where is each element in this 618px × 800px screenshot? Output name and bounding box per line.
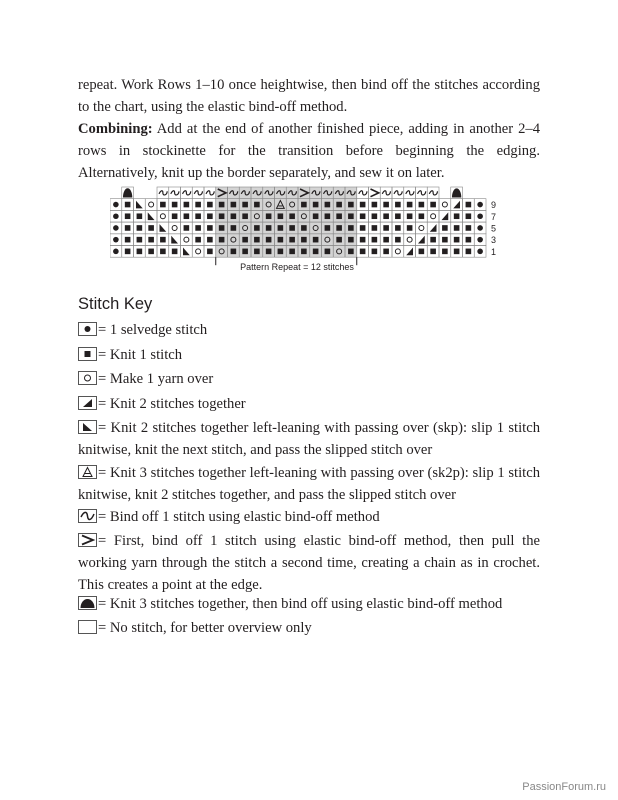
stitch-key-item-k3tog-bind-off (78, 593, 540, 615)
chart-cell-symbol (289, 237, 295, 243)
stitch-key-item-no-stitch (78, 617, 540, 639)
chart-cell-symbol (419, 225, 424, 230)
chart-cell-symbol (407, 225, 413, 231)
chart-cell-symbol (466, 249, 472, 255)
chart-cell-symbol (406, 191, 414, 195)
chart-cell-symbol (242, 237, 248, 243)
combining-label: Combining: (78, 121, 153, 137)
chart-cell-symbol (183, 248, 190, 256)
chart-cell-symbol (395, 213, 401, 219)
chart-cell-symbol (195, 202, 201, 208)
chart-cell-symbol (466, 225, 472, 231)
chart-cell-symbol (184, 213, 190, 219)
watermark: PassionForum.ru (522, 781, 606, 793)
chart-cell (169, 234, 181, 246)
chart-cell-symbol (113, 237, 119, 243)
stitch-key-item-skp (78, 417, 540, 461)
intro-paragraph: repeat. Work Rows 1–10 once heightwise, then bind off the stitches according to the chart, using the elastic bind-off method. (78, 77, 540, 115)
stitch-key-item-sk2p (78, 462, 540, 506)
chart-cell-symbol (207, 249, 213, 255)
chart-cell-symbol (172, 213, 178, 219)
chart-cell-symbol (137, 249, 143, 255)
chart-cell-symbol (313, 237, 319, 243)
chart-row-number: 5 (491, 223, 497, 234)
chart-cell-symbol (113, 202, 119, 208)
chart-cell-symbol (442, 249, 448, 255)
chart-cell-symbol (207, 213, 213, 219)
chart-cell-symbol (325, 202, 331, 208)
chart-cell-symbol (160, 249, 166, 255)
stitch-key-item-k2tog (78, 393, 540, 415)
chart-cell-symbol (313, 213, 319, 219)
chart-cell-symbol (207, 202, 213, 208)
stitch-key-text: = Knit 3 stitches together left-leaning with passing over (sk2p): slip 1 stitch knitwise, knit 2 stitches together, and pass the slipped stitch over (78, 465, 540, 503)
chart-cell-symbol (301, 237, 307, 243)
chart-row-number: 7 (491, 211, 497, 222)
chart-cell-symbol (149, 202, 154, 207)
combining-paragraph (78, 118, 540, 184)
chart-cell-symbol (231, 213, 237, 219)
chart-cell-symbol (137, 237, 143, 243)
chart-cell-symbol (219, 213, 225, 219)
chart-cell-symbol (407, 213, 413, 219)
chart-cell-symbol (348, 237, 354, 243)
chart-cell-symbol (125, 202, 131, 208)
chart-cell-symbol (348, 225, 354, 231)
chart-cell-symbol (313, 202, 319, 208)
stitch-key-text: = Make 1 yarn over (98, 371, 214, 387)
pattern-repeat-label: Pattern Repeat = 12 stitches (240, 262, 354, 272)
chart-cell-symbol (148, 237, 154, 243)
chart-cell-symbol (360, 225, 366, 231)
chart-cell-symbol (372, 213, 378, 219)
chart-cell-symbol (395, 237, 401, 243)
stitch-key-text: = No stitch, for better overview only (98, 620, 312, 636)
chart-cell-symbol (219, 225, 225, 231)
chart-cell-symbol (477, 213, 483, 219)
stitch-key-text: = First, bind off 1 stitch using elastic bind-off method, then pull the working yarn through the stitch a second time, creating a chain as in crochet. This creates a point at the edge. (78, 533, 540, 593)
chart-cell-symbol (289, 213, 295, 219)
bind-off-icon (78, 509, 97, 523)
chart-cell-symbol (266, 213, 272, 219)
chart-cell-symbol (395, 249, 400, 254)
chart-cell-symbol (113, 225, 119, 231)
chart-cell-symbol (372, 202, 378, 208)
chart-cell-symbol (360, 249, 366, 255)
chart-cell-symbol (195, 213, 201, 219)
chart-cell-symbol (254, 202, 260, 208)
chart-cell (181, 234, 193, 246)
chart-cell-symbol (172, 249, 178, 255)
stitch-key-text: = Knit 2 stitches together (98, 396, 246, 412)
chart-cell-symbol (171, 191, 179, 195)
chart-cell-symbol (372, 225, 378, 231)
chart-cell-symbol (477, 225, 483, 231)
chart-cell-symbol (419, 202, 425, 208)
chart-cell-symbol (452, 188, 461, 197)
chart-cell-symbol (242, 249, 248, 255)
chart-grid (110, 187, 486, 257)
stitch-key-title: Stitch Key (78, 295, 153, 313)
chart-cell-symbol (172, 225, 177, 230)
chart-cell-symbol (419, 213, 425, 219)
chart-cell-symbol (160, 214, 165, 219)
chart-cell-symbol (301, 202, 307, 208)
chart-cell-symbol (360, 213, 366, 219)
chart-cell-symbol (195, 237, 201, 243)
chart-cell-symbol (278, 237, 284, 243)
chart-cell-symbol (336, 213, 342, 219)
chart-cell-symbol (219, 237, 225, 243)
chart-cell (451, 199, 463, 211)
chart-cell-symbol (266, 225, 272, 231)
chart-cell-symbol (325, 213, 331, 219)
chart-cell-symbol (313, 249, 319, 255)
chart-cell-symbol (477, 237, 483, 243)
chart-cell-symbol (442, 202, 447, 207)
chart-cell-symbol (148, 225, 154, 231)
chart-cell (392, 246, 404, 258)
chart-cell-symbol (278, 249, 284, 255)
chart-cell-symbol (477, 249, 483, 255)
chart-cell-symbol (395, 202, 401, 208)
chart-cell-symbol (254, 225, 260, 231)
chart-cell-symbol (394, 191, 402, 195)
chart-cell (192, 246, 204, 258)
chart-cell-symbol (336, 202, 342, 208)
chart-cell-symbol (430, 224, 437, 232)
chart-cell-symbol (125, 249, 131, 255)
chart-cell-symbol (418, 236, 425, 244)
k2tog-icon (78, 396, 97, 410)
chart-cell-symbol (383, 249, 389, 255)
chart-cell-symbol (371, 189, 379, 197)
chart-cell-symbol (123, 188, 132, 197)
sk2p-icon (78, 465, 97, 479)
chart-cell (416, 234, 428, 246)
chart-cell-symbol (231, 202, 237, 208)
chart-row-numbers (491, 200, 496, 257)
chart-cell-symbol (348, 213, 354, 219)
chart-cell-symbol (196, 249, 201, 254)
chart-cell-symbol (289, 249, 295, 255)
chart-cell-symbol (195, 225, 201, 231)
stitch-key-item-bind-off (78, 506, 540, 528)
chart-cell (145, 199, 157, 211)
chart-cell-symbol (219, 202, 225, 208)
chart-cell-symbol (466, 202, 472, 208)
chart-cell-symbol (231, 225, 237, 231)
chart-cell-symbol (407, 237, 412, 242)
chart-cell (416, 222, 428, 234)
knitting-chart (110, 183, 510, 275)
chart-cell-symbol (184, 202, 190, 208)
stitch-key-text: = Bind off 1 stitch using elastic bind-off method (98, 509, 380, 525)
chart-cell-symbol (477, 202, 483, 208)
stitch-key-text: = Knit 1 stitch (98, 347, 183, 363)
stitch-key-item-point (78, 530, 540, 596)
chart-cell-symbol (325, 249, 331, 255)
chart-cell-symbol (442, 212, 449, 220)
chart-cell-symbol (184, 237, 189, 242)
chart-cell-symbol (430, 202, 436, 208)
chart-cell-symbol (406, 248, 413, 256)
chart-cell (439, 199, 451, 211)
chart-cell (427, 210, 439, 222)
knit-icon (78, 347, 97, 361)
chart-cell-symbol (184, 225, 190, 231)
chart-cell-symbol (137, 213, 143, 219)
chart-cell-symbol (125, 213, 131, 219)
stitch-key-item-selvedge (78, 319, 540, 341)
chart-cell-symbol (278, 225, 284, 231)
chart-cell-symbol (159, 191, 167, 195)
k3tog-bind-off-icon (78, 596, 97, 610)
chart-cell-symbol (113, 249, 119, 255)
chart-cell-symbol (418, 191, 426, 195)
chart-cell-symbol (160, 202, 166, 208)
chart-cell-symbol (325, 225, 331, 231)
chart-cell-symbol (359, 191, 367, 195)
stitch-key-text: = 1 selvedge stitch (98, 322, 208, 338)
chart-cell-symbol (429, 191, 437, 195)
chart-cell-symbol (407, 202, 413, 208)
chart-cell-symbol (136, 201, 143, 209)
chart-cell-symbol (348, 202, 354, 208)
chart-cell-symbol (453, 201, 460, 209)
chart-cell-symbol (360, 237, 366, 243)
point-icon (78, 533, 97, 547)
chart-cell-symbol (372, 249, 378, 255)
stitch-key-item-knit (78, 344, 540, 366)
chart-cell-symbol (231, 249, 237, 255)
chart-cell (134, 199, 146, 211)
chart-row-number: 9 (491, 200, 497, 211)
chart-cell-symbol (242, 213, 248, 219)
selvedge-icon (78, 322, 97, 336)
yarn-over-icon (78, 371, 97, 385)
skp-icon (78, 420, 97, 434)
chart-cell-symbol (372, 237, 378, 243)
chart-cell-symbol (454, 225, 460, 231)
chart-cell-symbol (454, 237, 460, 243)
chart-cell-symbol (160, 237, 166, 243)
chart-cell-symbol (442, 237, 448, 243)
chart-cell (157, 210, 169, 222)
chart-cell-symbol (419, 249, 425, 255)
chart-cell-symbol (266, 237, 272, 243)
chart-cell-symbol (336, 225, 342, 231)
chart-cell-symbol (430, 249, 436, 255)
chart-cell-symbol (254, 249, 260, 255)
chart-cell-symbol (383, 237, 389, 243)
chart-cell-symbol (348, 249, 354, 255)
chart-cell-symbol (466, 213, 472, 219)
stitch-key-text: = Knit 2 stitches together left-leaning with passing over (skp): slip 1 stitch knitwise, knit the next stitch, and pass the slipped stitch over (78, 420, 540, 458)
chart-cell-symbol (125, 225, 131, 231)
chart-cell-symbol (137, 225, 143, 231)
chart-cell-symbol (301, 225, 307, 231)
chart-cell-symbol (383, 225, 389, 231)
chart-cell-symbol (278, 213, 284, 219)
chart-cell-symbol (207, 237, 213, 243)
chart-cell-symbol (194, 191, 202, 195)
chart-cell-symbol (382, 191, 390, 195)
chart-cell-symbol (301, 249, 307, 255)
chart-cell-symbol (431, 214, 436, 219)
chart-cell-symbol (113, 213, 119, 219)
chart-cell-symbol (336, 237, 342, 243)
stitch-key-item-yarn-over (78, 368, 540, 390)
chart-cell-symbol (395, 225, 401, 231)
chart-row-number: 1 (491, 246, 497, 257)
chart-cell-symbol (466, 237, 472, 243)
chart-cell-symbol (183, 191, 191, 195)
chart-cell-symbol (383, 202, 389, 208)
chart-cell-symbol (206, 191, 214, 195)
chart-row-number: 3 (491, 235, 497, 246)
no-stitch-icon (78, 620, 97, 634)
chart-cell-symbol (430, 237, 436, 243)
stitch-key-text: = Knit 3 stitches together, then bind off using elastic bind-off method (98, 596, 503, 612)
chart-cell-symbol (454, 249, 460, 255)
chart-cell-symbol (207, 225, 213, 231)
chart-cell-symbol (148, 249, 154, 255)
chart-cell (404, 234, 416, 246)
chart-cell-symbol (454, 213, 460, 219)
chart-cell-symbol (160, 224, 167, 232)
chart-cell-symbol (289, 225, 295, 231)
chart-cell-symbol (171, 236, 178, 244)
chart-cell (169, 222, 181, 234)
chart-cell-symbol (148, 212, 155, 220)
chart-cell-symbol (442, 225, 448, 231)
chart-cell-symbol (360, 202, 366, 208)
chart-cell-symbol (172, 202, 178, 208)
chart-cell-symbol (383, 213, 389, 219)
chart-cell-symbol (254, 237, 260, 243)
chart-cell-symbol (266, 249, 272, 255)
chart-cell-symbol (125, 237, 131, 243)
chart-cell-symbol (242, 202, 248, 208)
combining-text: Add at the end of another finished piece, adding in another 2–4 rows in stockinette for the transition before beginning the edging. Alternatively, knit up the border separately, and sew it on later. (78, 121, 540, 181)
